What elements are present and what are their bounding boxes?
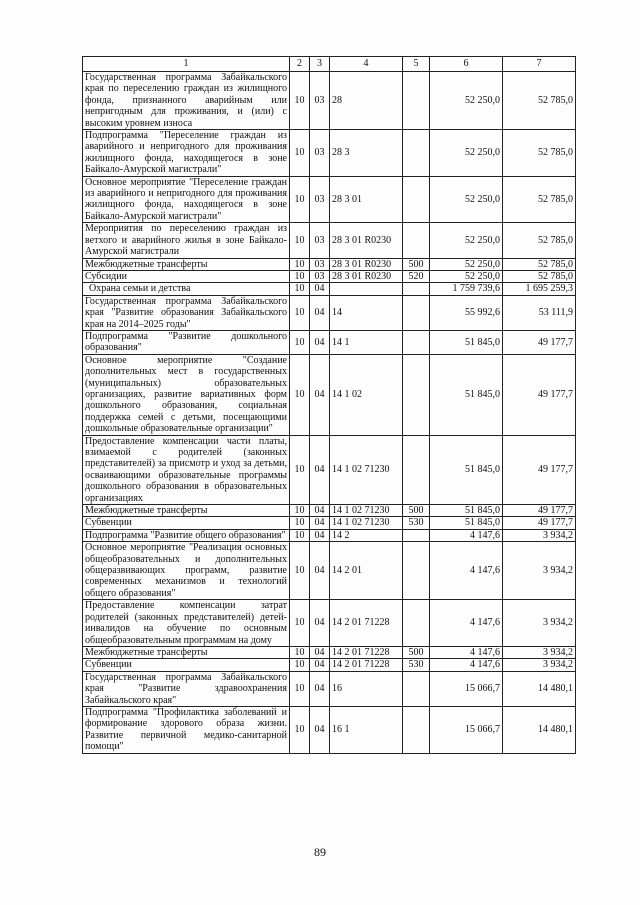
amount-year1-cell: 51 845,0 (430, 435, 503, 504)
table-row (83, 283, 576, 295)
column-header-5: 5 (403, 57, 430, 72)
expense-type-cell: 530 (403, 517, 430, 529)
amount-year1-cell: 52 250,0 (430, 130, 503, 177)
subsection-code-cell: 04 (310, 354, 330, 435)
amount-year2-cell: 3 934,2 (503, 542, 576, 600)
row-name-cell: Основное мероприятие "Переселение граждан из аварийного и непригодного для проживания жилищного фонда, находящегося в зоне Байкало-Амурской магистрали" (83, 176, 290, 223)
section-code-cell: 10 (290, 258, 310, 270)
row-name-cell: Подпрограмма "Переселение граждан из аварийного и непригодного для проживания жилищного фонда, находящегося в зоне Байкало-Амурской магистрали" (83, 130, 290, 177)
section-code-cell: 10 (290, 295, 310, 330)
amount-year1-cell: 52 250,0 (430, 270, 503, 282)
target-article-cell: 14 2 01 71228 (330, 659, 403, 671)
target-article-cell: 14 1 (330, 330, 403, 354)
column-header-6: 6 (430, 57, 503, 72)
amount-year2-cell: 49 177,7 (503, 435, 576, 504)
column-header-7: 7 (503, 57, 576, 72)
row-name-cell: Субвенции (83, 659, 290, 671)
amount-year2-cell: 52 785,0 (503, 72, 576, 130)
amount-year1-cell: 52 250,0 (430, 176, 503, 223)
row-name-cell: Охрана семьи и детства (83, 283, 290, 295)
table-row (83, 223, 576, 258)
amount-year2-cell: 1 695 259,3 (503, 283, 576, 295)
subsection-code-cell: 03 (310, 223, 330, 258)
expense-type-cell: 530 (403, 659, 430, 671)
row-name-cell: Предоставление компенсации части платы, взимаемой с родителей (законных представителей) за присмотр и уход за детьми, осваивающими образовательные программы дошкольного образования в образовательных организациях (83, 435, 290, 504)
amount-year1-cell: 4 147,6 (430, 542, 503, 600)
section-code-cell: 10 (290, 646, 310, 658)
row-name-cell: Основное мероприятие "Создание дополнительных мест в государственных (муниципальных) образовательных организациях, развитие вариативных форм дошкольного образования, социальная поддержка семей с детьми, посещающими дошкольные образовательные организации" (83, 354, 290, 435)
amount-year1-cell: 52 250,0 (430, 258, 503, 270)
amount-year2-cell: 3 934,2 (503, 529, 576, 541)
target-article-cell: 14 2 01 71228 (330, 600, 403, 647)
subsection-code-cell: 03 (310, 270, 330, 282)
row-name-cell: Основное мероприятие "Реализация основных общеобразовательных и дополнительных общеразвивающих программ, развитие современных механизмов и технологий общего образования" (83, 542, 290, 600)
amount-year2-cell: 49 177,7 (503, 354, 576, 435)
table-row (83, 659, 576, 671)
subsection-code-cell: 04 (310, 505, 330, 517)
subsection-code-cell: 03 (310, 72, 330, 130)
table-row (83, 176, 576, 223)
target-article-cell: 28 3 01 R0230 (330, 258, 403, 270)
expense-type-cell (403, 130, 430, 177)
expense-type-cell (403, 176, 430, 223)
table-row (83, 517, 576, 529)
section-code-cell: 10 (290, 671, 310, 706)
table-row (83, 270, 576, 282)
row-name-cell: Субвенции (83, 517, 290, 529)
target-article-cell: 14 1 02 71230 (330, 505, 403, 517)
amount-year2-cell: 53 111,9 (503, 295, 576, 330)
table-row (83, 529, 576, 541)
amount-year1-cell: 52 250,0 (430, 223, 503, 258)
table-row (83, 542, 576, 600)
table-row (83, 258, 576, 270)
target-article-cell: 14 2 01 (330, 542, 403, 600)
amount-year1-cell: 4 147,6 (430, 529, 503, 541)
amount-year2-cell: 14 480,1 (503, 671, 576, 706)
table-row (83, 130, 576, 177)
section-code-cell: 10 (290, 283, 310, 295)
amount-year1-cell: 4 147,6 (430, 646, 503, 658)
amount-year2-cell: 14 480,1 (503, 706, 576, 753)
amount-year1-cell: 4 147,6 (430, 600, 503, 647)
table-row (83, 706, 576, 753)
target-article-cell: 14 2 (330, 529, 403, 541)
amount-year2-cell: 52 785,0 (503, 130, 576, 177)
amount-year1-cell: 4 147,6 (430, 659, 503, 671)
amount-year1-cell: 15 066,7 (430, 671, 503, 706)
expense-type-cell (403, 706, 430, 753)
expense-type-cell (403, 72, 430, 130)
section-code-cell: 10 (290, 330, 310, 354)
amount-year1-cell: 51 845,0 (430, 354, 503, 435)
section-code-cell: 10 (290, 505, 310, 517)
expense-type-cell (403, 671, 430, 706)
column-header-4: 4 (330, 57, 403, 72)
subsection-code-cell: 04 (310, 659, 330, 671)
subsection-code-cell: 04 (310, 706, 330, 753)
target-article-cell (330, 283, 403, 295)
target-article-cell: 14 1 02 (330, 354, 403, 435)
section-code-cell: 10 (290, 517, 310, 529)
amount-year1-cell: 15 066,7 (430, 706, 503, 753)
amount-year2-cell: 49 177,7 (503, 330, 576, 354)
section-code-cell: 10 (290, 223, 310, 258)
table-row (83, 505, 576, 517)
subsection-code-cell: 03 (310, 130, 330, 177)
expense-type-cell (403, 223, 430, 258)
section-code-cell: 10 (290, 706, 310, 753)
table-body (83, 72, 576, 754)
subsection-code-cell: 04 (310, 529, 330, 541)
amount-year2-cell: 49 177,7 (503, 517, 576, 529)
amount-year2-cell: 52 785,0 (503, 270, 576, 282)
section-code-cell: 10 (290, 435, 310, 504)
section-code-cell: 10 (290, 176, 310, 223)
row-name-cell: Подпрограмма "Развитие дошкольного образования" (83, 330, 290, 354)
expense-type-cell: 500 (403, 258, 430, 270)
subsection-code-cell: 04 (310, 600, 330, 647)
row-name-cell: Предоставление компенсации затрат родителей (законных представителей) детей-инвалидов на обучение по основным общеобразовательным программам на дому (83, 600, 290, 647)
expense-type-cell (403, 529, 430, 541)
budget-table (82, 56, 576, 754)
table-row (83, 671, 576, 706)
target-article-cell: 14 1 02 71230 (330, 517, 403, 529)
amount-year2-cell: 52 785,0 (503, 258, 576, 270)
row-name-cell: Государственная программа Забайкальского края "Развитие здравоохранения Забайкальского края" (83, 671, 290, 706)
expense-type-cell: 500 (403, 505, 430, 517)
row-name-cell: Мероприятия по переселению граждан из ветхого и аварийного жилья в зоне Байкало-Амурской магистрали (83, 223, 290, 258)
target-article-cell: 14 2 01 71228 (330, 646, 403, 658)
table-row (83, 354, 576, 435)
amount-year1-cell: 1 759 739,6 (430, 283, 503, 295)
expense-type-cell (403, 330, 430, 354)
target-article-cell: 14 (330, 295, 403, 330)
amount-year2-cell: 52 785,0 (503, 223, 576, 258)
amount-year2-cell: 3 934,2 (503, 646, 576, 658)
subsection-code-cell: 04 (310, 330, 330, 354)
expense-type-cell (403, 295, 430, 330)
row-name-cell: Подпрограмма "Развитие общего образования" (83, 529, 290, 541)
section-code-cell: 10 (290, 659, 310, 671)
section-code-cell: 10 (290, 354, 310, 435)
page-number: 89 (314, 845, 326, 859)
expense-type-cell (403, 435, 430, 504)
amount-year1-cell: 51 845,0 (430, 517, 503, 529)
target-article-cell: 14 1 02 71230 (330, 435, 403, 504)
row-name-cell: Межбюджетные трансферты (83, 258, 290, 270)
expense-type-cell (403, 542, 430, 600)
row-name-cell: Межбюджетные трансферты (83, 646, 290, 658)
table-row (83, 600, 576, 647)
amount-year1-cell: 51 845,0 (430, 330, 503, 354)
target-article-cell: 28 (330, 72, 403, 130)
target-article-cell: 28 3 01 R0230 (330, 223, 403, 258)
section-code-cell: 10 (290, 600, 310, 647)
section-code-cell: 10 (290, 130, 310, 177)
target-article-cell: 16 (330, 671, 403, 706)
target-article-cell: 28 3 01 R0230 (330, 270, 403, 282)
subsection-code-cell: 04 (310, 435, 330, 504)
section-code-cell: 10 (290, 72, 310, 130)
amount-year2-cell: 3 934,2 (503, 600, 576, 647)
subsection-code-cell: 04 (310, 671, 330, 706)
subsection-code-cell: 03 (310, 176, 330, 223)
amount-year1-cell: 55 992,6 (430, 295, 503, 330)
target-article-cell: 28 3 (330, 130, 403, 177)
table-row (83, 435, 576, 504)
expense-type-cell: 520 (403, 270, 430, 282)
subsection-code-cell: 04 (310, 295, 330, 330)
row-name-cell: Государственная программа Забайкальского края по переселению граждан из жилищного фонда, признанного аварийным или непригодным для проживания, и (или) с высоким уровнем износа (83, 72, 290, 130)
section-code-cell: 10 (290, 270, 310, 282)
table-row (83, 330, 576, 354)
subsection-code-cell: 04 (310, 542, 330, 600)
amount-year2-cell: 49 177,7 (503, 505, 576, 517)
table-header-row (83, 57, 576, 72)
expense-type-cell: 500 (403, 646, 430, 658)
amount-year2-cell: 3 934,2 (503, 659, 576, 671)
subsection-code-cell: 03 (310, 258, 330, 270)
amount-year1-cell: 51 845,0 (430, 505, 503, 517)
expense-type-cell (403, 600, 430, 647)
target-article-cell: 16 1 (330, 706, 403, 753)
row-name-cell: Межбюджетные трансферты (83, 505, 290, 517)
subsection-code-cell: 04 (310, 283, 330, 295)
column-header-3: 3 (310, 57, 330, 72)
column-header-2: 2 (290, 57, 310, 72)
table-row (83, 646, 576, 658)
subsection-code-cell: 04 (310, 646, 330, 658)
expense-type-cell (403, 354, 430, 435)
expense-type-cell (403, 283, 430, 295)
target-article-cell: 28 3 01 (330, 176, 403, 223)
row-name-cell: Подпрограмма "Профилактика заболеваний и формирование здорового образа жизни. Развитие первичной медико-санитарной помощи" (83, 706, 290, 753)
amount-year1-cell: 52 250,0 (430, 72, 503, 130)
amount-year2-cell: 52 785,0 (503, 176, 576, 223)
subsection-code-cell: 04 (310, 517, 330, 529)
column-header-1: 1 (83, 57, 290, 72)
table-row (83, 295, 576, 330)
section-code-cell: 10 (290, 529, 310, 541)
row-name-cell: Субсидии (83, 270, 290, 282)
table-row (83, 72, 576, 130)
section-code-cell: 10 (290, 542, 310, 600)
row-name-cell: Государственная программа Забайкальского края "Развитие образования Забайкальского края на 2014–2025 годы" (83, 295, 290, 330)
